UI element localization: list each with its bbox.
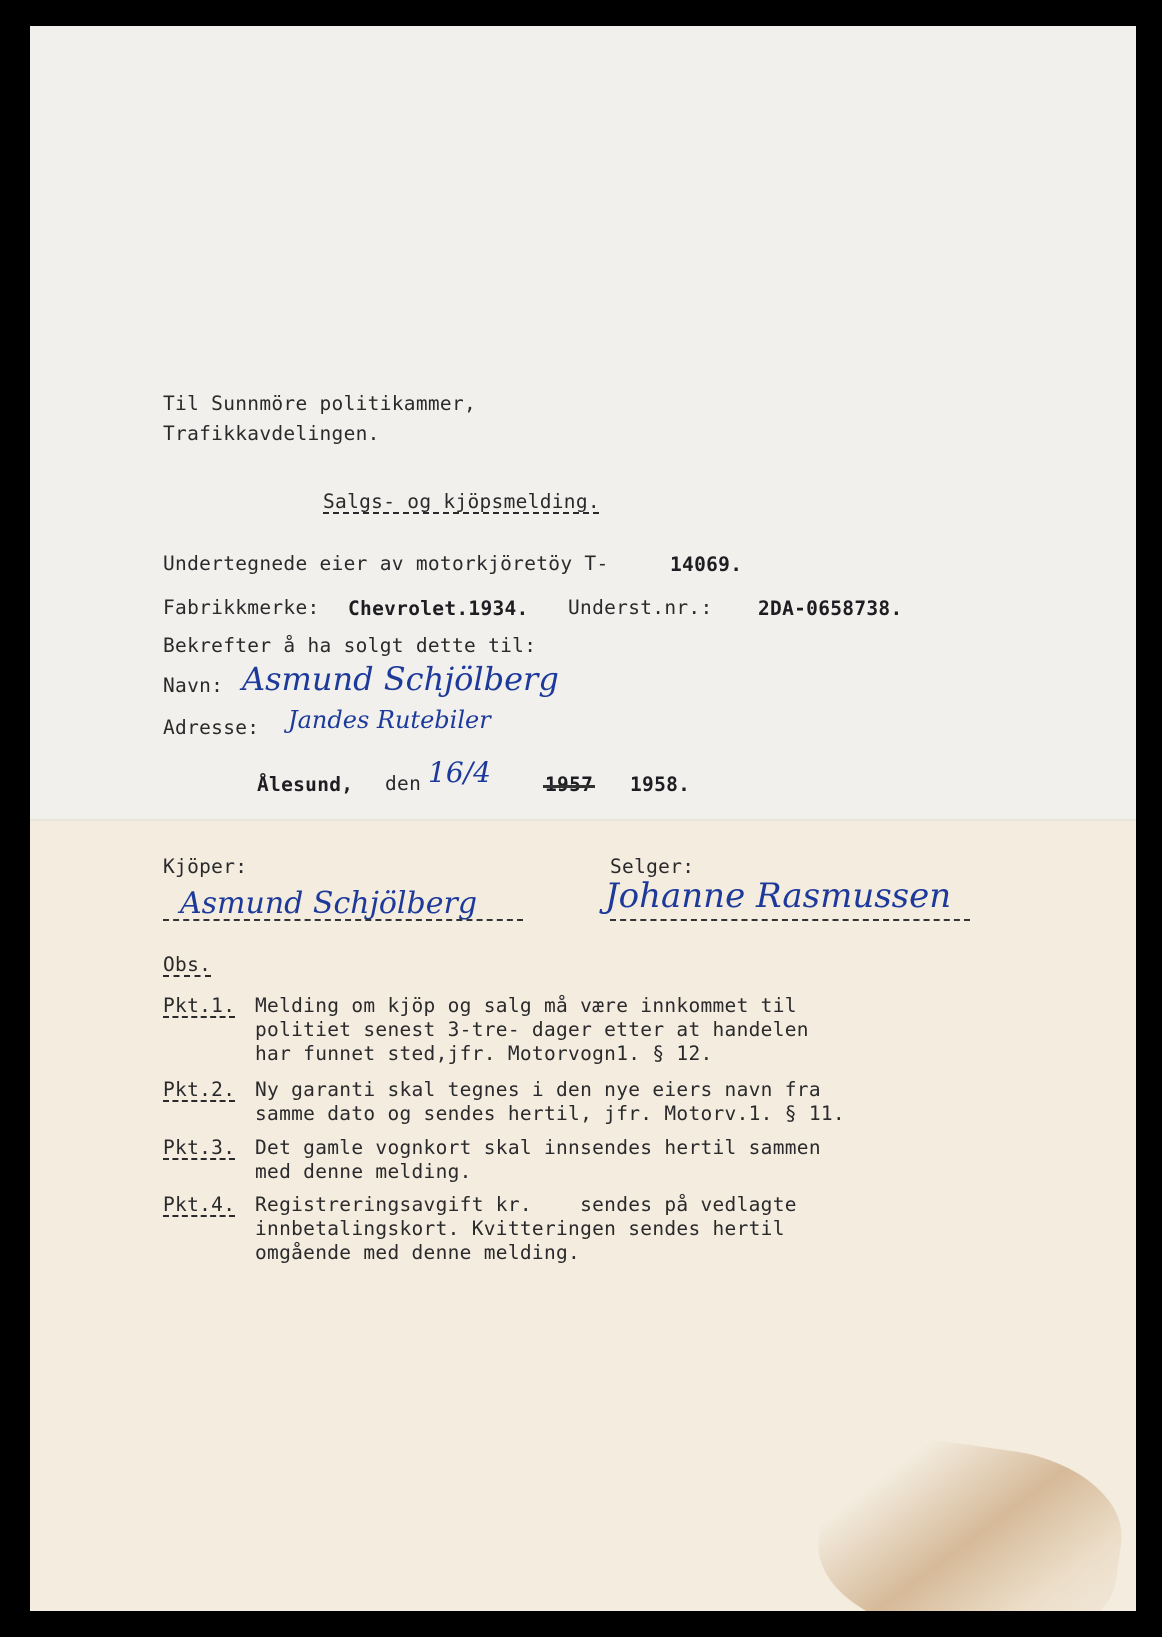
seller-signature: Johanne Rasmussen <box>605 876 952 916</box>
note-3-label: Pkt.3. <box>163 1136 236 1159</box>
note-3-line-1: Det gamle vognkort skal innsendes hertil sammen <box>255 1136 821 1159</box>
seller-label: Selger: <box>610 855 695 878</box>
note-2-line-1: Ny garanti skal tegnes i den nye eiers navn fra <box>255 1078 821 1101</box>
note-1-line-3: har funnet sted,jfr. Motorvogn1. § 12. <box>255 1042 713 1065</box>
seller-signature-line <box>610 919 970 921</box>
registration-number: 14069. <box>670 553 743 576</box>
note-4-line-2: innbetalingskort. Kvitteringen sendes hertil <box>255 1217 785 1240</box>
notes-title: Obs. <box>163 953 212 976</box>
note-1-line-2: politiet senest 3-tre- dager etter at handelen <box>255 1018 809 1041</box>
document-page <box>30 26 1136 1611</box>
note-4-line-1: Registreringsavgift kr. sendes på vedlagte <box>255 1193 797 1216</box>
buyer-signature: Asmund Schjölberg <box>180 886 478 921</box>
year: 1958. <box>630 773 691 796</box>
address-line-1: Til Sunnmöre politikammer, <box>163 392 477 415</box>
address-line-2: Trafikkavdelingen. <box>163 422 380 445</box>
address-label: Adresse: <box>163 716 260 739</box>
chassis-label: Underst.nr.: <box>568 596 713 619</box>
document-heading: Salgs- og kjöpsmelding. <box>323 490 600 513</box>
handwritten-date: 16/4 <box>428 756 491 789</box>
make-label: Fabrikkmerke: <box>163 596 320 619</box>
place: Ålesund, <box>257 773 354 796</box>
note-1-line-1: Melding om kjöp og salg må være innkommet til <box>255 994 797 1017</box>
handwritten-buyer-address: Jandes Rutebiler <box>288 706 491 734</box>
owner-label: Undertegnede eier av motorkjöretöy T- <box>163 552 609 575</box>
fold-line <box>30 819 1136 822</box>
confirm-text: Bekrefter å ha solgt dette til: <box>163 634 537 657</box>
buyer-label: Kjöper: <box>163 855 248 878</box>
note-4-label: Pkt.4. <box>163 1193 236 1216</box>
struck-year: 1957 <box>545 773 594 796</box>
handwritten-buyer-name: Asmund Schjölberg <box>242 660 559 698</box>
name-label: Navn: <box>163 674 224 697</box>
chassis-value: 2DA-0658738. <box>758 597 903 620</box>
note-1-label: Pkt.1. <box>163 994 236 1017</box>
make-value: Chevrolet.1934. <box>348 597 529 620</box>
note-2-line-2: samme dato og sendes hertil, jfr. Motorv.1. § 11. <box>255 1102 845 1125</box>
note-2-label: Pkt.2. <box>163 1078 236 1101</box>
buyer-signature-line <box>163 919 523 921</box>
note-4-line-3: omgående med denne melding. <box>255 1241 581 1264</box>
den-word: den <box>385 772 422 795</box>
note-3-line-2: med denne melding. <box>255 1160 472 1183</box>
